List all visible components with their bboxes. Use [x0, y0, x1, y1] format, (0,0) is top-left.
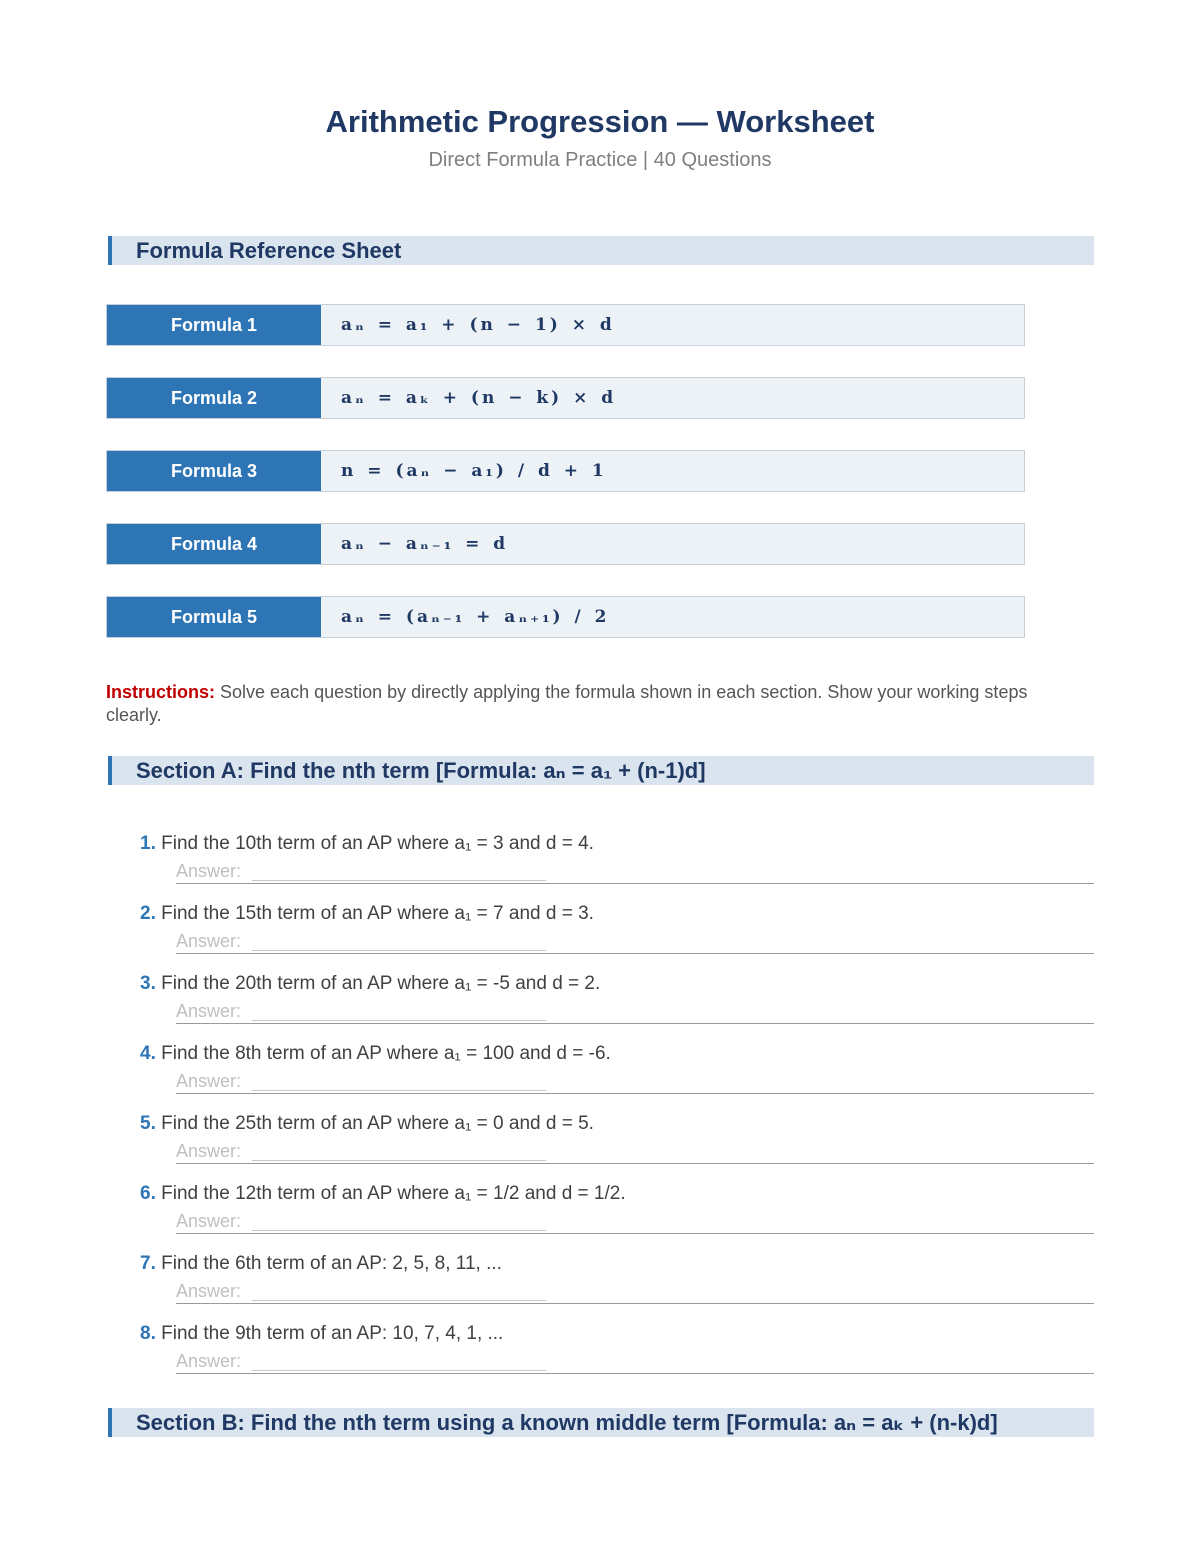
answer-label: Answer:: [176, 861, 242, 881]
answer-blank: [252, 1020, 546, 1021]
formula-label: Formula 1: [107, 305, 321, 345]
instructions: [106, 681, 1066, 727]
question-item: [140, 1182, 1094, 1234]
instructions-label: Instructions:: [106, 682, 216, 702]
formula-label: Formula 4: [107, 524, 321, 564]
question-text: Find the 10th term of an AP where a₁ = 3 and d = 4.: [155, 833, 594, 854]
formula-expression: aₙ = aₖ + (n − k) × d: [341, 388, 617, 408]
answer-label: Answer:: [176, 1281, 242, 1301]
question-text: Find the 15th term of an AP where a₁ = 7 and d = 3.: [155, 903, 594, 924]
answer-blank: [252, 950, 546, 951]
question-text: Find the 12th term of an AP where a₁ = 1/2 and d = 1/2.: [155, 1183, 626, 1204]
question-text: Find the 25th term of an AP where a₁ = 0 and d = 5.: [155, 1113, 594, 1134]
formula-label: Formula 2: [107, 378, 321, 418]
question-number: 4.: [140, 1043, 156, 1064]
question-item: [140, 1112, 1094, 1164]
answer-field[interactable]: [176, 1210, 1094, 1234]
question-number: 5.: [140, 1113, 156, 1134]
section-a-heading: Section A: Find the nth term [Formula: aₙ = a₁ + (n-1)d]: [108, 756, 1094, 785]
formula-expression: aₙ = (aₙ₋₁ + aₙ₊₁) / 2: [341, 607, 610, 627]
question-item: [140, 1042, 1094, 1094]
answer-label: Answer:: [176, 1211, 242, 1231]
answer-field[interactable]: [176, 1000, 1094, 1024]
question-number: 1.: [140, 833, 156, 854]
section-b-heading: Section B: Find the nth term using a known middle term [Formula: aₙ = aₖ + (n-k)d]: [108, 1408, 1094, 1437]
question-item: [140, 1322, 1094, 1374]
formula-expression: aₙ = a₁ + (n − 1) × d: [341, 315, 615, 335]
formula-expression: aₙ − aₙ₋₁ = d: [341, 534, 509, 554]
answer-field[interactable]: [176, 1070, 1094, 1094]
question-text: Find the 6th term of an AP: 2, 5, 8, 11, ...: [155, 1253, 502, 1274]
question-text: Find the 9th term of an AP: 10, 7, 4, 1, ...: [155, 1323, 504, 1344]
question-item: [140, 972, 1094, 1024]
answer-blank: [252, 1300, 546, 1301]
formula-label: Formula 3: [107, 451, 321, 491]
answer-field[interactable]: [176, 1350, 1094, 1374]
formula-row-3: [106, 450, 1025, 492]
question-item: [140, 832, 1094, 884]
question-number: 8.: [140, 1323, 156, 1344]
question-text: Find the 20th term of an AP where a₁ = -5 and d = 2.: [155, 973, 601, 994]
worksheet-subtitle: Direct Formula Practice | 40 Questions: [428, 149, 772, 171]
answer-blank: [252, 880, 546, 881]
formula-row-5: [106, 596, 1025, 638]
question-number: 7.: [140, 1253, 156, 1274]
question-text: Find the 8th term of an AP where a₁ = 100 and d = -6.: [155, 1043, 611, 1064]
worksheet-title: Arithmetic Progression — Worksheet: [325, 104, 875, 139]
answer-field[interactable]: [176, 1280, 1094, 1304]
answer-label: Answer:: [176, 1071, 242, 1091]
answer-blank: [252, 1230, 546, 1231]
answer-label: Answer:: [176, 1001, 242, 1021]
formula-reference-heading: Formula Reference Sheet: [108, 236, 1094, 265]
answer-blank: [252, 1090, 546, 1091]
question-number: 3.: [140, 973, 156, 994]
question-number: 2.: [140, 903, 156, 924]
question-item: [140, 1252, 1094, 1304]
answer-field[interactable]: [176, 930, 1094, 954]
question-item: [140, 902, 1094, 954]
answer-label: Answer:: [176, 931, 242, 951]
formula-row-2: [106, 377, 1025, 419]
instructions-text: Solve each question by directly applying the formula shown in each section. Show your working steps clearly.: [106, 682, 1028, 725]
answer-blank: [252, 1160, 546, 1161]
formula-row-4: [106, 523, 1025, 565]
formula-row-1: [106, 304, 1025, 346]
answer-blank: [252, 1370, 546, 1371]
answer-field[interactable]: [176, 1140, 1094, 1164]
answer-label: Answer:: [176, 1141, 242, 1161]
formula-expression: n = (aₙ − a₁) / d + 1: [341, 461, 607, 481]
answer-label: Answer:: [176, 1351, 242, 1371]
question-number: 6.: [140, 1183, 156, 1204]
formula-label: Formula 5: [107, 597, 321, 637]
answer-field[interactable]: [176, 860, 1094, 884]
